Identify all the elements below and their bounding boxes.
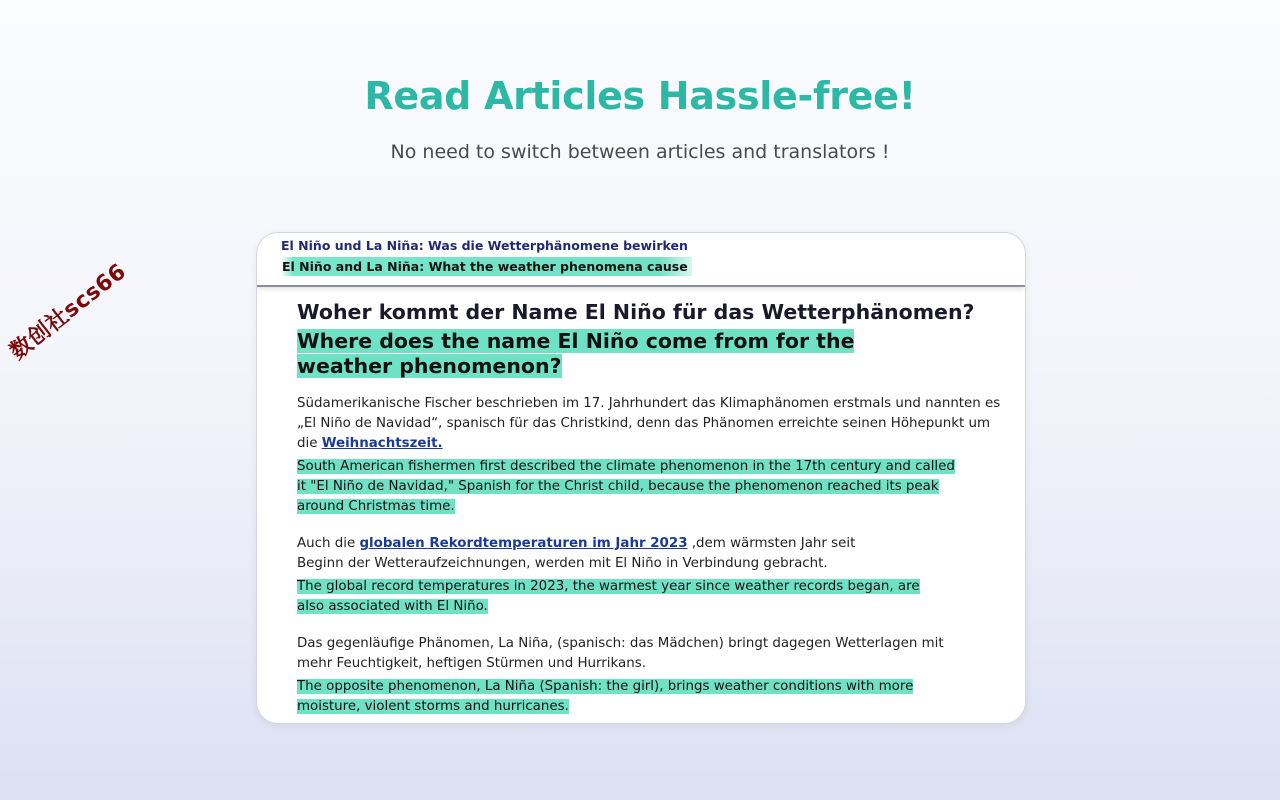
article-body [297, 299, 1009, 717]
sticky-article-header [257, 233, 1025, 287]
record-temperatures-link[interactable]: globalen Rekordtemperaturen im Jahr 2023 [359, 536, 688, 551]
paragraph-text: Das gegenläufige Phänomen, La Niña, (spanisch: das Mädchen) bringt dagegen Wetterlagen mit mehr Feuchtigkeit, heftigen Stürmen und Hurrikans. [297, 636, 944, 671]
section-heading-translation [297, 329, 897, 379]
paragraph-original [297, 394, 1009, 454]
highlighted-translation-text: South American fishermen first described the climate phenomenon in the 17th century and called it "El Niño de Navidad," Spanish for the Christ child, because the phenomenon reached its peak around Christmas time. [297, 459, 955, 514]
paragraph-translation [297, 677, 967, 717]
highlighted-heading-text: Where does the name El Niño come from for the weather phenomenon? [297, 329, 855, 378]
paragraph-pair [297, 394, 1009, 517]
highlighted-translation-text: The global record temperatures in 2023, the warmest year since weather records began, are also associated with El Niño. [297, 579, 920, 614]
hero-title: Read Articles Hassle-free! [364, 74, 916, 118]
header-original-title: El Niño und La Niña: Was die Wetterphänomene bewirken [281, 238, 688, 253]
paragraph-translation [297, 457, 957, 517]
paragraph-original [297, 634, 967, 674]
paragraph-text: Auch die [297, 536, 360, 551]
paragraph-original [297, 534, 897, 574]
weihnachtszeit-link[interactable]: Weihnachtszeit. [321, 436, 443, 451]
paragraph-translation [297, 577, 937, 617]
paragraph-pair [297, 634, 1009, 717]
section-heading-original: Woher kommt der Name El Niño für das Wetterphänomen? [297, 300, 975, 324]
paragraph-text: Südamerikanische Fischer beschrieben im 17. Jahrhundert das Klimaphänomen erstmals und nannten es „El Niño de Navidad“, spanisch für das Christkind, denn das Phänomen erreichte seinen Höhepunkt um die [297, 396, 1001, 451]
header-translated-title: El Niño and La Niña: What the weather phenomena cause [281, 257, 692, 276]
hero-subtitle: No need to switch between articles and translators ! [390, 141, 890, 163]
highlighted-translation-text: The opposite phenomenon, La Niña (Spanish: the girl), brings weather conditions with more moisture, violent storms and hurricanes. [297, 679, 914, 714]
paragraph-text: ,dem wärmsten Jahr seit Beginn der Wetteraufzeichnungen, werden mit El Niño in Verbindung gebracht. [297, 536, 856, 571]
paragraph-pair [297, 534, 1009, 617]
watermark: 数创社scs66 [5, 259, 132, 365]
article-preview-card [256, 232, 1026, 724]
